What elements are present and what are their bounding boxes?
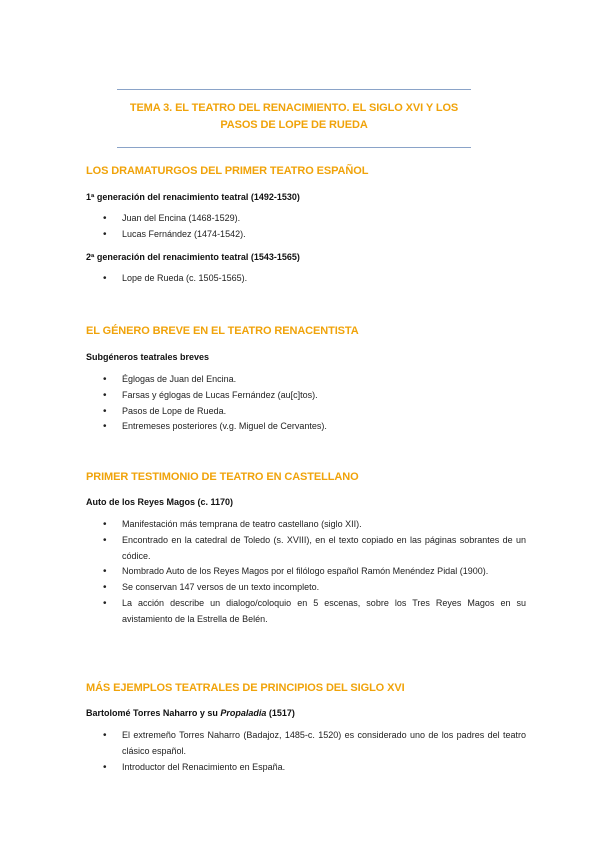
section-genero-breve	[86, 324, 526, 435]
section-dramaturgos	[86, 164, 526, 286]
bullet-list	[86, 728, 526, 775]
list-item: • Pasos de Lope de Rueda.	[86, 404, 526, 420]
bullet-list	[86, 211, 526, 243]
section-heading: PRIMER TESTIMONIO DE TEATRO EN CASTELLANO	[86, 471, 359, 483]
list-item: • Lope de Rueda (c. 1505-1565).	[86, 271, 526, 287]
subheading: Auto de los Reyes Magos (c. 1170)	[86, 497, 234, 507]
bullet-list	[86, 271, 526, 287]
list-item: • Entremeses posteriores (v.g. Miguel de Cervantes).	[86, 419, 526, 435]
bullet-list	[86, 517, 526, 628]
section-primer-testimonio	[86, 470, 526, 628]
subheading	[86, 707, 526, 719]
document-title: TEMA 3. EL TEATRO DEL RENACIMIENTO. EL SIGLO XVI Y LOS PASOS DE LOPE DE RUEDA	[129, 102, 459, 131]
bullet-list	[86, 372, 526, 435]
title-block	[117, 89, 471, 148]
list-item: • Encontrado en la catedral de Toledo (s. XVIII), en el texto copiado en las páginas sobrantes de un códice.	[86, 533, 526, 565]
list-item: • Églogas de Juan del Encina.	[86, 372, 526, 388]
section-mas-ejemplos	[86, 681, 526, 775]
list-item: • Lucas Fernández (1474-1542).	[86, 227, 526, 243]
list-item: • Manifestación más temprana de teatro castellano (siglo XII).	[86, 517, 526, 533]
section-heading: MÁS EJEMPLOS TEATRALES DE PRINCIPIOS DEL SIGLO XVI	[86, 682, 405, 694]
list-item: • Nombrado Auto de los Reyes Magos por el filólogo español Ramón Menéndez Pidal (1900).	[86, 564, 526, 580]
subheading-text: Bartolomé Torres Naharro y su	[86, 708, 221, 718]
section-heading: LOS DRAMATURGOS DEL PRIMER TEATRO ESPAÑOL	[86, 165, 369, 177]
subheading: Subgéneros teatrales breves	[86, 352, 210, 362]
list-item: • Juan del Encina (1468-1529).	[86, 211, 526, 227]
section-heading: EL GÉNERO BREVE EN EL TEATRO RENACENTISTA	[86, 325, 359, 337]
subheading: 2ª generación del renacimiento teatral (1543-1565)	[86, 251, 300, 262]
list-item: • Se conservan 147 versos de un texto incompleto.	[86, 580, 526, 596]
subheading: 1ª generación del renacimiento teatral (1492-1530)	[86, 192, 300, 202]
list-item: • Introductor del Renacimiento en España.	[86, 760, 526, 776]
subheading-italic-title: Propaladia	[220, 708, 267, 718]
subheading-text: (1517)	[266, 708, 295, 718]
list-item: • Farsas y églogas de Lucas Fernández (au[c]tos).	[86, 388, 526, 404]
list-item: • El extremeño Torres Naharro (Badajoz, 1485-c. 1520) es considerado uno de los padres del teatro clásico español.	[86, 728, 526, 760]
list-item: • La acción describe un dialogo/coloquio en 5 escenas, sobre los Tres Reyes Magos en su avistamiento de la Estrella de Belén.	[86, 596, 526, 628]
